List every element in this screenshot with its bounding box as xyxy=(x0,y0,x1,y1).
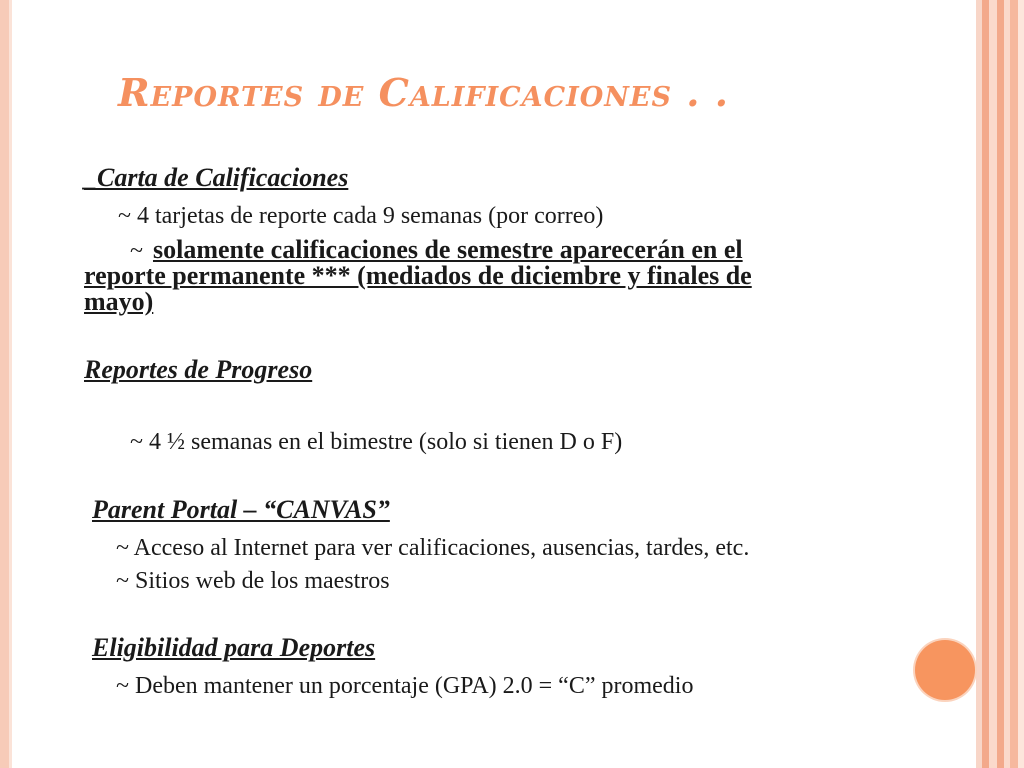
progreso-item-1: ~ 4 ½ semanas en el bimestre (solo si tienen D o F) xyxy=(130,429,623,455)
left-border-decoration xyxy=(0,0,9,768)
section-heading-deportes: Eligibilidad para Deportes xyxy=(92,633,376,662)
slide-title: Reportes de Calificaciones . . xyxy=(118,70,729,115)
carta-item-2-line-1: solamente calificaciones de semestre aparecerán en el xyxy=(152,235,743,264)
deportes-item-1: ~ Deben mantener un porcentaje (GPA) 2.0 = “C” promedio xyxy=(116,673,694,699)
section-heading-carta: _Carta de Calificaciones xyxy=(84,163,349,192)
carta-item-2-line-3: mayo) xyxy=(84,287,154,316)
portal-item-1: ~ Acceso al Internet para ver calificaciones, ausencias, tardes, etc. xyxy=(116,535,750,561)
section-heading-progreso: Reportes de Progreso xyxy=(84,355,313,384)
carta-item-1: ~ 4 tarjetas de reporte cada 9 semanas (por correo) xyxy=(118,203,604,229)
tilde-bullet: ~ xyxy=(130,238,143,264)
portal-item-2: ~ Sitios web de los maestros xyxy=(116,568,390,594)
section-heading-portal: Parent Portal – “CANVAS” xyxy=(92,495,390,524)
carta-item-2-line-2: reporte permanente *** (mediados de diciembre y finales de xyxy=(84,261,752,290)
right-border-decoration xyxy=(976,0,1024,768)
decorative-circle xyxy=(915,640,975,700)
